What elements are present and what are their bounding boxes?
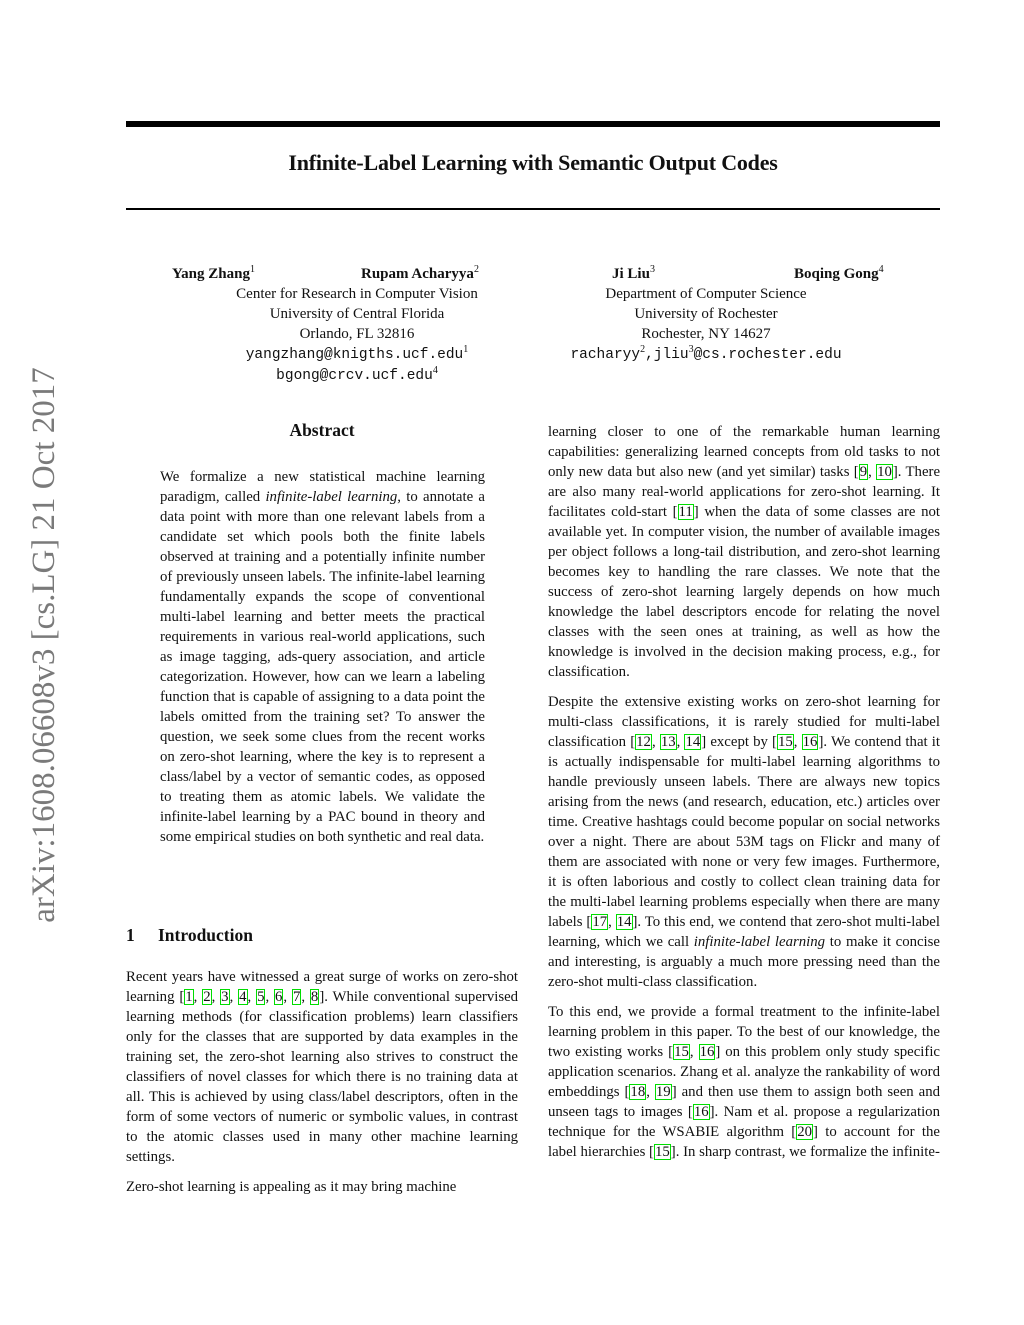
intro-paragraph-1: Recent years have witnessed a great surge of works on zero-shot learning [1, 2, 3, 4, 5, 6, 7, 8]. While conventional supervised learning methods (for classification problems) learn classifiers only for the classes that are supported by data examples in the training set, the zero-shot learning also strives to construct the classifiers of novel classes for which there is no training data at all. This is achieved by using class/label descriptors, often in the form of some vectors of numeric or symbolic values, in contrast to the atomic classes used in many other machine learning settings. [126, 969, 519, 1165]
citation-link[interactable]: 18 [630, 1084, 646, 1100]
citation-link[interactable]: 3 [221, 989, 229, 1005]
citation-link[interactable]: 7 [292, 989, 301, 1005]
citation-link[interactable]: 20 [797, 1124, 813, 1140]
citation-link[interactable]: 4 [239, 989, 247, 1005]
paper-title: Infinite-Label Learning with Semantic Output Codes [288, 150, 778, 175]
citation-link[interactable]: 19 [655, 1084, 671, 1100]
section-heading-introduction: 1 Introduction [126, 925, 253, 945]
citation-link[interactable]: 11 [678, 504, 693, 520]
citation-link[interactable]: 14 [685, 734, 701, 750]
affiliation-rochester: Department of Computer Science University of Rochester Rochester, NY 14627 racharyy$^2$,jliu$^3$@cs.rochester.edu [545, 284, 867, 365]
arxiv-sidebar-stamp: arXiv:1608.06608v3 [cs.LG] 21 Oct 2017 [26, 367, 62, 923]
right-paragraph-2: Despite the extensive existing works on zero-shot learning for multi-class classifications, it is rarely studied for multi-label classification [12, 13, 14] except by [15, 16]. We contend that it is actually indispensable for multi-label learning algorithms to handle previously unseen labels. There are always new topics arising from the news (and research, education, etc.) articles over time. Creative hashtags could become popular on social networks over a night. There are about 53M tags on Flickr and many of them are associated with none or very few images. Furthermore, it is often laborious and costly to collect clean training data for the multi-label learning problems especially when there are many labels [17, 14]. To this end, we contend that zero-shot multi-label learning, which we call infinite-label learning to make it concise and interesting, is arguably a much more pressing need than the zero-shot multi-class classification. [548, 694, 940, 990]
right-column-body [548, 422, 940, 1172]
affiliation-ucf: Center for Research in Computer Vision University of Central Florida Orlando, FL 32816 yangzhang@knigths.ucf.edu$^1$ bgong@crcv.ucf.edu$^4$ [236, 286, 478, 384]
right-paragraph-1: learning closer to one of the remarkable human learning capabilities: generalizing learned concepts from old tasks to not only new data but also new (and yet similar) tasks [9, 10]. There are also many real-world applications for zero-shot learning. It facilitates cold-start [11] when the data of some classes are not available yet. In computer vision, the number of available images per object follows a long-tail distribution, and zero-shot learning becomes key to handling the rare classes. We note that the success of zero-shot learning largely depends on how much knowledge the label descriptors encode for relating the novel classes with the seen ones at training, as well as how the knowledge is involved in the decision making process, e.g., for classification. [548, 424, 941, 680]
citation-link[interactable]: 6 [275, 989, 283, 1005]
title-rule-bottom [126, 208, 940, 210]
citation-link[interactable]: 9 [859, 464, 868, 480]
citation-link[interactable]: 10 [877, 464, 892, 480]
citation-link[interactable]: 16 [699, 1044, 715, 1060]
citation-link[interactable]: 5 [257, 989, 265, 1005]
right-paragraph-3: To this end, we provide a formal treatment to the infinite-label learning problem in this paper. To the best of our knowledge, the two existing works [15, 16] on this problem only study specific application scenarios. Zhang et al. analyze the rankability of word embeddings [18, 19] and then use them to assign both seen and unseen tags to images [16]. Nam et al. propose a regularization technique for the WSABIE algorithm [20] to account for the label hierarchies [15]. In sharp contrast, we formalize the infinite- [548, 1004, 941, 1160]
email-ucf-2: bgong@crcv.ucf.edu [276, 368, 433, 384]
author-rupam-acharyya: Rupam Acharyya$^2$ [361, 264, 479, 282]
citation-link[interactable]: 2 [203, 989, 211, 1005]
left-column-body [126, 967, 518, 1207]
email-rochester: racharyy$^2$,jliu$^3$@cs.rochester.edu [570, 344, 842, 363]
title-rule-top [126, 121, 940, 127]
citation-link[interactable]: 1 [185, 989, 193, 1005]
author-boqing-gong: Boqing Gong$^4$ [794, 264, 884, 282]
citation-link[interactable]: 17 [592, 914, 608, 930]
citation-link[interactable]: 13 [660, 734, 676, 750]
intro-paragraph-2: Zero-shot learning is appealing as it may bring machine [126, 1179, 457, 1195]
citation-link[interactable]: 16 [693, 1104, 709, 1120]
citation-link[interactable]: 14 [616, 914, 632, 930]
author-ji-liu: Ji Liu$^3$ [612, 264, 655, 282]
citation-link[interactable]: 15 [654, 1144, 670, 1160]
citation-link[interactable]: 16 [802, 734, 818, 750]
citation-link[interactable]: 15 [674, 1044, 689, 1060]
abstract-text: We formalize a new statistical machine learning paradigm, called infinite-label learning, to annotate a data point with more than one relevant labels from a candidate set which pools both the finite labels observed at training and a potentially infinite number of previously unseen labels. The infinite-label learning fundamentally expands the scope of conventional multi-label learning and better meets the practical requirements in various real-world applications, such as image tagging, ads-query association, and article categorization. However, how can we learn a labeling function that is capable of assigning to a data point the labels omitted from the training set? To answer the question, we seek some clues from the recent works on zero-shot learning, where the key is to represent a class/label by a vector of semantic codes, as opposed to treating them as atomic labels. We validate the infinite-label learning by a PAC bound in theory and some empirical studies on both synthetic and real data. [160, 469, 485, 845]
citation-link[interactable]: 12 [636, 734, 651, 750]
abstract-heading: Abstract [289, 420, 355, 440]
citation-link[interactable]: 8 [310, 989, 319, 1005]
author-yang-zhang: Yang Zhang$^1$ [172, 264, 255, 282]
email-ucf-1: yangzhang@knigths.ucf.edu [245, 347, 464, 363]
citation-link[interactable]: 15 [777, 734, 793, 750]
